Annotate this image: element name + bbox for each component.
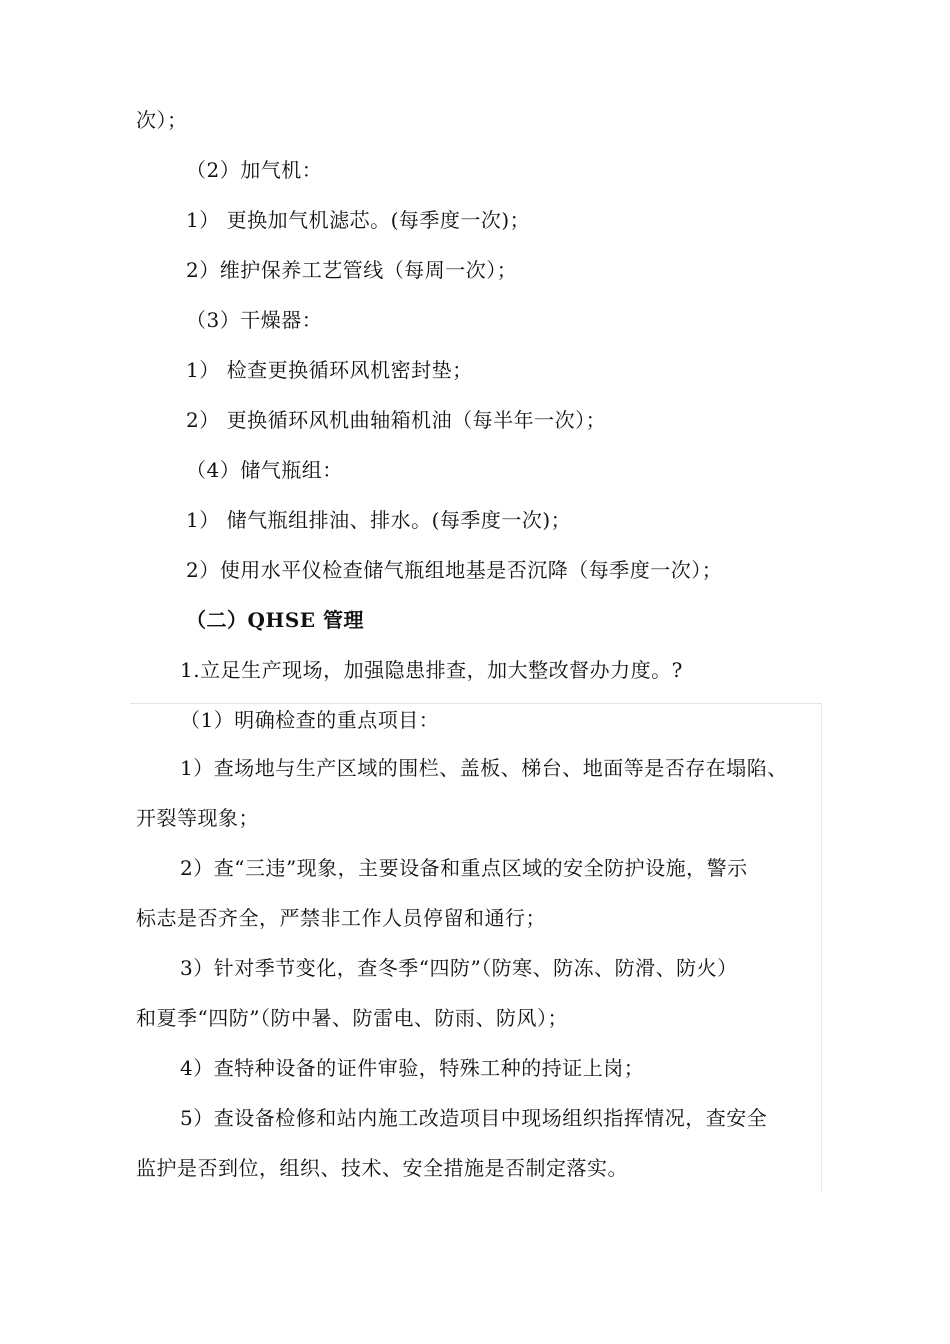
- text-line: 4）查特种设备的证件审验，特殊工种的持证上岗；: [180, 1056, 645, 1080]
- text-line: 1）查场地与生产区域的围栏、盖板、梯台、地面等是否存在塌陷、: [180, 756, 788, 780]
- text-line: 2） 更换循环风机曲轴箱机油（每半年一次）；: [186, 408, 607, 432]
- frame-top-rule: [130, 703, 822, 704]
- text-line: 3）针对季节变化，查冬季“四防”（防寒、防冻、防滑、防火）: [180, 956, 738, 980]
- section-heading: （二）QHSE 管理: [186, 608, 364, 632]
- text-line: （1）明确检查的重点项目：: [180, 708, 440, 732]
- text-line: 2）查“三违”现象，主要设备和重点区域的安全防护设施，警示: [180, 856, 748, 880]
- text-line: 开裂等现象；: [136, 806, 259, 830]
- text-line: 2）使用水平仪检查储气瓶组地基是否沉降（每季度一次）；: [186, 558, 723, 582]
- text-line: 1.立足生产现场，加强隐患排查，加大整改督办力度。?: [180, 658, 683, 682]
- text-line: 5）查设备检修和站内施工改造项目中现场组织指挥情况，查安全: [180, 1106, 768, 1130]
- text-line: （3）干燥器：: [186, 308, 323, 332]
- text-line: 1） 检查更换循环风机密封垫；: [186, 358, 473, 382]
- text-line: 2）维护保养工艺管线（每周一次）；: [186, 258, 518, 282]
- text-line: 监护是否到位，组织、技术、安全措施是否制定落实。: [136, 1156, 628, 1180]
- text-line: （4）储气瓶组：: [186, 458, 343, 482]
- text-line: （2）加气机：: [186, 158, 323, 182]
- text-line: 和夏季“四防”（防中暑、防雷电、防雨、防风）；: [136, 1006, 568, 1030]
- text-line: 次）；: [136, 108, 188, 132]
- text-line: 1） 更换加气机滤芯。(每季度一次)；: [186, 208, 531, 232]
- frame-right-rule: [821, 703, 822, 1191]
- text-line: 1） 储气瓶组排油、排水。(每季度一次)；: [186, 508, 572, 532]
- text-line: 标志是否齐全，严禁非工作人员停留和通行；: [136, 906, 546, 930]
